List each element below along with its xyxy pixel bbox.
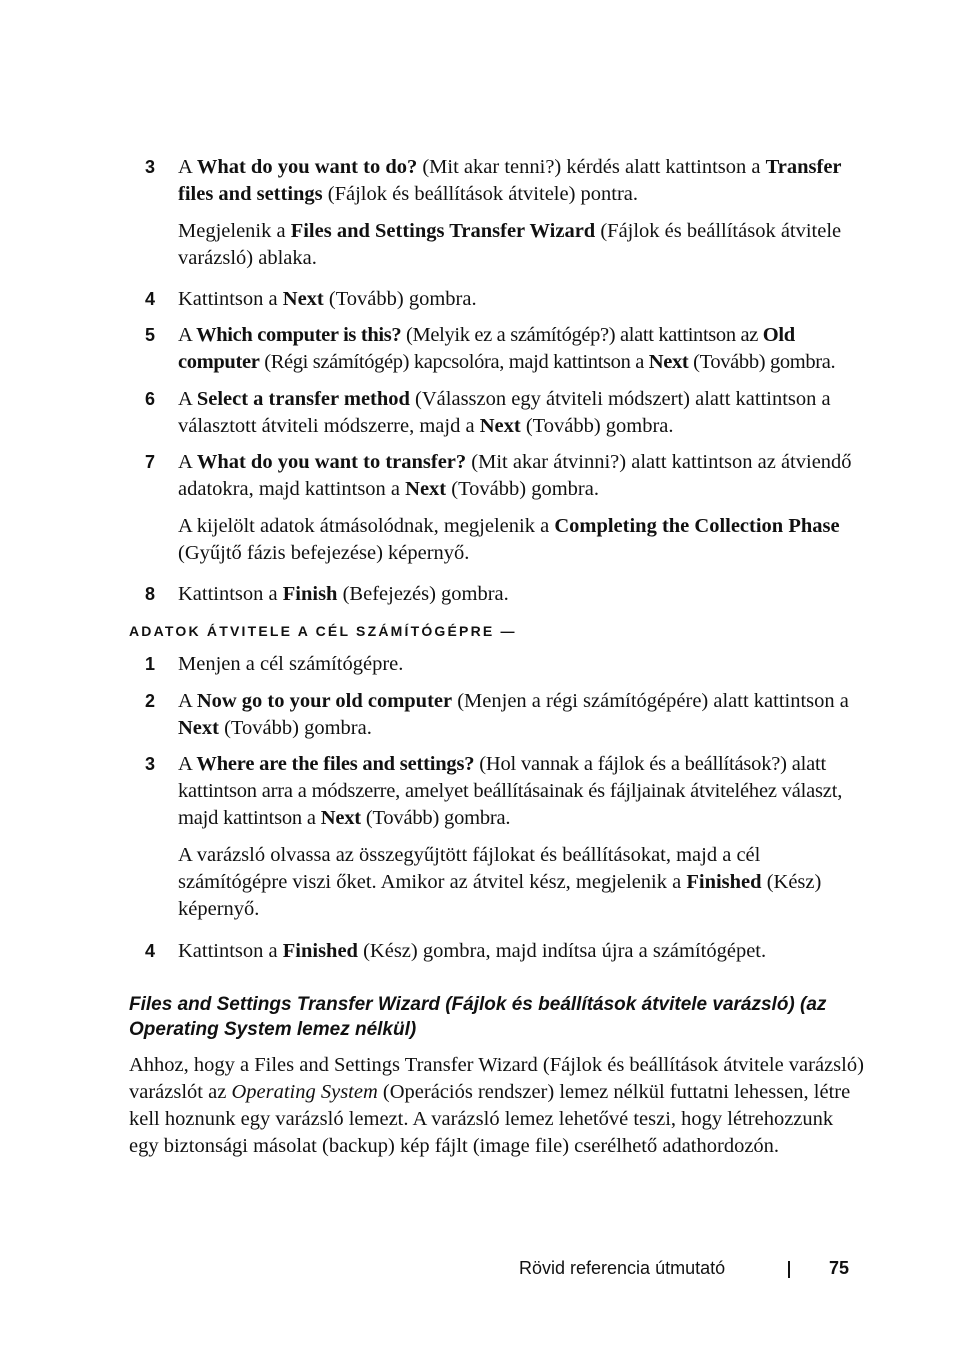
step-number: 1 — [145, 654, 156, 674]
text-run: Megjelenik a — [178, 220, 291, 242]
text-run: A — [178, 451, 197, 473]
step-number: 5 — [145, 325, 156, 345]
page-footer — [500, 1255, 860, 1281]
bold-term: Finish — [282, 583, 338, 605]
step-text — [178, 322, 863, 376]
step-text — [178, 386, 863, 440]
step-number: 3 — [145, 754, 156, 774]
list-item-step-2 — [145, 688, 865, 742]
list-item-step-3b — [145, 751, 865, 923]
text-run: (Tovább) gombra. — [323, 288, 477, 310]
bold-term: Next — [282, 288, 324, 310]
text-run: (Melyik ez a számítógép?) alatt kattintson az — [401, 324, 763, 346]
list-item-step-4b — [145, 938, 865, 965]
bold-term: Which computer is this? — [196, 324, 402, 346]
step-number: 6 — [145, 389, 156, 409]
text-run: A — [178, 156, 197, 178]
text-run: (Fájlok és beállítások átvitele) pontra. — [322, 183, 639, 205]
step-result-text — [178, 513, 863, 567]
list-item-step-1 — [145, 651, 865, 678]
text-run: (Kész) képernyő. — [178, 871, 822, 920]
text-run: (Mit akar átvinni?) alatt kattintson az átviendő adatokra, majd kattintson a — [178, 451, 852, 500]
bold-term: Select a transfer method — [196, 388, 410, 410]
text-run: A — [178, 388, 197, 410]
step-result-text — [178, 218, 863, 272]
step-text — [178, 751, 863, 832]
list-item-step-5 — [145, 322, 865, 376]
text-run: (Tovább) gombra. — [360, 807, 511, 829]
bold-term: Next — [648, 351, 689, 373]
text-run: (Mit akar tenni?) kérdés alatt kattintson a — [417, 156, 766, 178]
list-item-step-6 — [145, 386, 865, 440]
step-number: 4 — [145, 289, 156, 309]
bold-term: Finished — [686, 871, 762, 893]
step-number: 2 — [145, 691, 156, 711]
text-run: A — [178, 753, 197, 775]
step-text — [178, 651, 863, 678]
text-run: A — [178, 690, 197, 712]
text-run: (Tovább) gombra. — [520, 415, 674, 437]
step-text — [178, 938, 863, 965]
text-run: (Kész) gombra, majd indítsa újra a számítógépet. — [357, 940, 767, 962]
text-run: Menjen a cél számítógépre. — [178, 653, 404, 675]
bold-term: Completing the Collection Phase — [554, 515, 840, 537]
text-run: (Befejezés) gombra. — [337, 583, 509, 605]
text-run: (Tovább) gombra. — [218, 717, 372, 739]
bold-term: Next — [178, 717, 219, 739]
bold-term: What do you want to do? — [196, 156, 418, 178]
text-run: (Menjen a régi számítógépére) alatt kattintson a — [452, 690, 849, 712]
bold-term: Next — [479, 415, 521, 437]
step-result-text — [178, 842, 863, 923]
text-run: (Operációs rendszer) lemez nélkül futtatni lehessen, létre kell hoznunk egy varázsló lemezt. A varázsló lemez lehetővé teszi, hogy létrehozzunk egy biztonsági másolat (backup) kép fájlt (image file) cserélhető adathordozón. — [129, 1081, 851, 1157]
text-run: Ahhoz, hogy a Files and Settings Transfer Wizard (Fájlok és beállítások átvitele varázsló) varázslót az — [129, 1054, 864, 1103]
bold-term: Files and Settings Transfer Wizard — [290, 220, 596, 242]
bold-term: Old computer — [178, 324, 795, 373]
italic-term: Operating System — [231, 1081, 378, 1103]
footer-separator — [788, 1261, 790, 1278]
list-item-step-8 — [145, 581, 865, 608]
bold-term: Next — [405, 478, 447, 500]
section-heading: ADATOK ÁTVITELE A CÉL SZÁMÍTÓGÉPRE — — [129, 623, 517, 639]
step-number: 4 — [145, 941, 156, 961]
list-item-step-7 — [145, 449, 865, 567]
footer-title: Rövid referencia útmutató — [519, 1258, 726, 1278]
bold-term: Next — [320, 807, 361, 829]
step-text — [178, 286, 863, 313]
step-text — [178, 449, 863, 503]
body-paragraph — [129, 1052, 864, 1160]
text-run: (Régi számítógép) kapcsolóra, majd kattintson a — [259, 351, 649, 373]
text-run: A kijelölt adatok átmásolódnak, megjelenik a — [178, 515, 555, 537]
text-run: Kattintson a — [178, 940, 283, 962]
subsection-heading: Files and Settings Transfer Wizard (Fájlok és beállítások átvitele varázsló) (az Operating System lemez nélkül) — [129, 994, 827, 1040]
bold-term: What do you want to transfer? — [196, 451, 467, 473]
text-run: (Válasszon egy átviteli módszert) alatt kattintson a választott átviteli módszerre, majd a — [178, 388, 831, 437]
bold-term: Where are the files and settings? — [196, 753, 475, 775]
text-run: A varázsló olvassa az összegyűjtött fájlokat és beállításokat, majd a cél számítógépre viszi őket. Amikor az átvitel kész, megjelenik a — [178, 844, 761, 893]
text-run: (Hol vannak a fájlok és a beállítások?) alatt kattintson arra a módszerre, amelyet beállításainak és fájljainak átviteléhez választ, majd kattintson a — [178, 753, 843, 829]
text-run: (Fájlok és beállítások átvitele varázsló) ablaka. — [178, 220, 842, 269]
text-run: A — [178, 324, 197, 346]
step-text — [178, 688, 863, 742]
step-number: 7 — [145, 452, 156, 472]
text-run: Kattintson a — [178, 583, 283, 605]
text-run: (Tovább) gombra. — [446, 478, 599, 500]
bold-term: Transfer files and settings — [178, 156, 842, 205]
step-text — [178, 154, 863, 208]
page-number: 75 — [829, 1258, 850, 1278]
text-run: (Gyűjtő fázis befejezése) képernyő. — [178, 542, 470, 564]
bold-term: Finished — [282, 940, 358, 962]
step-number: 8 — [145, 584, 156, 604]
bold-term: Now go to your old computer — [196, 690, 453, 712]
list-item-step-4 — [145, 286, 865, 313]
text-run: (Tovább) gombra. — [688, 351, 836, 373]
step-text — [178, 581, 863, 608]
list-item-step-3 — [145, 154, 865, 272]
step-number: 3 — [145, 157, 156, 177]
text-run: Kattintson a — [178, 288, 283, 310]
